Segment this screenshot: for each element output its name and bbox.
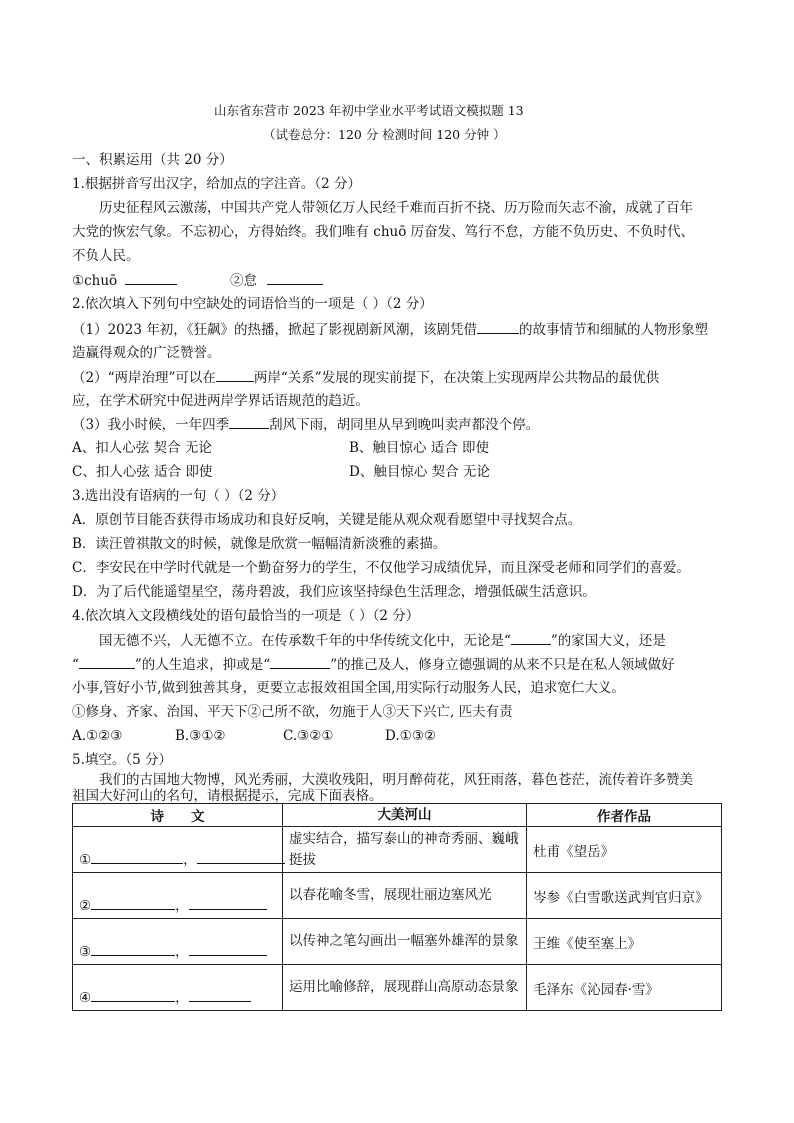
q4-blank-3[interactable] xyxy=(270,654,330,669)
table-row xyxy=(73,919,722,965)
q1-blank-1 xyxy=(72,270,177,291)
landscape-hint: 以春花喻冬雪，展现壮丽边塞风光 xyxy=(282,873,526,919)
q2-sentence2 xyxy=(72,367,659,388)
q4-blank-1[interactable] xyxy=(511,630,551,645)
q5-stem: 5.填空。（5 分） xyxy=(72,752,173,768)
table-row xyxy=(73,965,722,1011)
q2-option-a[interactable]: A、扣人心弦 契合 无论 xyxy=(72,440,212,456)
poem-line-blank[interactable] xyxy=(189,941,267,956)
q1-blank2-label: ②怠 xyxy=(230,273,257,289)
author-work: 岑参《白雪歌送武判官归京》 xyxy=(527,873,722,919)
q1-stem: 1.根据拼音写出汉字，给加点的字注音。（2 分） xyxy=(72,176,362,192)
poem-line-blank[interactable] xyxy=(197,849,285,864)
q1-blank1-label: ①chuō xyxy=(72,273,118,289)
header-landscape: 大美河山 xyxy=(282,804,526,827)
q4-p2-part-a: “ xyxy=(72,657,79,673)
poem-line-blank[interactable] xyxy=(91,941,175,956)
poem-line-blank[interactable] xyxy=(91,895,175,910)
poem-line-blank[interactable] xyxy=(189,895,267,910)
row-number: ③ xyxy=(79,944,92,960)
table-row xyxy=(73,873,722,919)
q2-option-c[interactable]: C、扣人心弦 适合 即使 xyxy=(72,464,213,480)
q2-s2-part-a: （2）“两岸治理”可以在 xyxy=(72,370,216,386)
q2-s2-part-b: 两岸“关系”发展的现实前提下，在决策上实现两岸公共物品的最优供 xyxy=(253,370,660,386)
q2-s3-part-a: （3）我小时候，一年四季 xyxy=(72,417,230,433)
poem-blank-cell[interactable] xyxy=(73,965,283,1011)
q4-p1-part-b: ”的家国大义，还是 xyxy=(550,633,666,649)
poem-blank-cell[interactable] xyxy=(73,919,283,965)
poem-blank-cell[interactable] xyxy=(73,873,283,919)
table-header-row xyxy=(73,804,722,827)
q2-stem: 2.依次填入下列句中空缺处的词语恰当的一项是（ ）（2 分） xyxy=(72,296,433,312)
landscape-hint: 虚实结合，描写泰山的神奇秀丽、巍峨挺拔 xyxy=(282,827,526,873)
row-number: ④ xyxy=(79,990,92,1006)
q4-passage-line2 xyxy=(72,654,675,675)
q4-p1-part-a: 国无德不兴，人无德不立。在传承数千年的中华传统文化中，无论是“ xyxy=(99,633,511,649)
poem-table xyxy=(72,803,722,1011)
header-work: 作者作品 xyxy=(527,804,722,827)
q1-blank-2 xyxy=(230,270,323,291)
q4-blank-2[interactable] xyxy=(79,654,135,669)
q4-stem: 4.依次填入文段横线处的语句最恰当的一项是（ ）（2 分） xyxy=(72,608,420,624)
q5-intro-line2: 祖国大好河山的名句，请根据提示，完成下面表格。 xyxy=(72,788,383,804)
q2-blank-3[interactable] xyxy=(229,414,269,429)
q4-option-a[interactable]: A.①②③ xyxy=(72,728,123,744)
q2-option-b[interactable]: B、触目惊心 适合 即使 xyxy=(349,440,490,456)
q4-passage-line1 xyxy=(99,630,666,651)
poem-line-blank[interactable] xyxy=(91,849,183,864)
section-heading: 一、积累运用（共 20 分） xyxy=(72,152,233,168)
author-work: 王维《使至塞上》 xyxy=(527,919,722,965)
poem-line-blank[interactable] xyxy=(91,987,175,1002)
poem-blank-cell[interactable] xyxy=(73,827,283,873)
q2-sentence3 xyxy=(72,414,539,435)
landscape-hint: 运用比喻修辞，展现群山高原动态景象 xyxy=(282,965,526,1011)
q1-passage-line1: 历史征程风云激荡，中国共产党人带领亿万人民经千难而百折不挠、历万险而矢志不渝，成就了百年 xyxy=(99,200,693,216)
q3-option-b[interactable]: B．读汪曾祺散文的时候，就像是欣赏一幅幅清新淡雅的素描。 xyxy=(72,536,447,552)
q2-blank-1[interactable] xyxy=(477,319,519,334)
q3-option-a[interactable]: A．原创节目能否获得市场成功和良好反响，关键是能从观众观看愿望中寻找契合点。 xyxy=(72,512,582,528)
q3-option-d[interactable]: D．为了后代能遥望星空，荡舟碧波，我们应该坚持绿色生活理念，增强低碳生活意识。 xyxy=(72,584,596,600)
q4-p2-part-c: ”的推己及人，修身立德强调的从来不只是在私人领域做好 xyxy=(330,657,675,673)
landscape-hint: 以传神之笔勾画出一幅塞外雄浑的景象 xyxy=(282,919,526,965)
q4-passage-line3: 小事,管好小节,做到独善其身，更要立志报效祖国全国,用实际行动服务人民，追求宽仁大义。 xyxy=(72,680,625,696)
q1-passage-line3: 不负人民。 xyxy=(72,248,140,264)
table-row xyxy=(73,827,722,873)
q1-passage-line2: 大党的恢宏气象。不忘初心，方得始终。我们唯有 chuō 厉奋发、笃行不怠，方能不负历史、不负时代、 xyxy=(72,224,695,240)
q2-blank-2[interactable] xyxy=(216,367,254,382)
q1-answer-line-2[interactable] xyxy=(267,270,323,285)
comma: ， xyxy=(175,990,189,1006)
q2-sentence1 xyxy=(72,319,708,340)
author-work: 毛泽东《沁园春·雪》 xyxy=(527,965,722,1011)
q2-option-d[interactable]: D、触目惊心 契合 无论 xyxy=(349,464,490,480)
q2-s1-part-a: （1）2023 年初，《狂飙》的热播，掀起了影视剧新风潮，该剧凭借 xyxy=(72,322,477,338)
q3-option-c[interactable]: C．李安民在中学时代就是一个勤奋努力的学生，不仅他学习成绩优异，而且深受老师和同学们的喜爱。 xyxy=(72,560,690,576)
q5-intro-line1: 我们的古国地大物博，风光秀丽，大漠收残阳，明月醉荷花，风狂雨落，暮色苍茫，流传着许多赞美 xyxy=(99,772,693,788)
exam-title: 山东省东营市 2023 年初中学业水平考试语文模拟题 13 xyxy=(214,103,524,118)
q2-s1-part-b: 的故事情节和细腻的人物形象塑 xyxy=(519,322,708,338)
q4-p2-part-b: ”的人生追求，抑或是“ xyxy=(134,657,271,673)
row-number: ① xyxy=(79,852,92,868)
poem-line-blank[interactable] xyxy=(189,987,251,1002)
q4-option-c[interactable]: C.③②① xyxy=(283,728,334,744)
q3-stem: 3.选出没有语病的一句（ ）（2 分） xyxy=(72,488,285,504)
q2-sentence2-cont: 应，在学术研究中促进两岸学界话语规范的趋近。 xyxy=(72,393,369,409)
q1-answer-line-1[interactable] xyxy=(125,270,177,285)
row-number: ② xyxy=(79,898,92,914)
exam-subtitle: （试卷总分：120 分 检测时间 120 分钟 ） xyxy=(263,127,506,142)
q4-items: ①修身、齐家、治国、平天下②己所不欲，勿施于人③天下兴亡, 匹夫有责 xyxy=(72,704,513,720)
comma: ， xyxy=(175,944,189,960)
header-poem: 诗 文 xyxy=(73,804,283,827)
q2-s3-part-b: 刮风下雨，胡同里从早到晚叫卖声都没个停。 xyxy=(269,417,540,433)
comma: ， xyxy=(183,852,197,868)
q2-sentence1-cont: 造赢得观众的广泛赞誉。 xyxy=(72,345,221,361)
q4-option-d[interactable]: D.①③② xyxy=(385,728,436,744)
author-work: 杜甫《望岳》 xyxy=(527,827,722,873)
q4-option-b[interactable]: B.③①② xyxy=(175,728,226,744)
comma: ， xyxy=(175,898,189,914)
